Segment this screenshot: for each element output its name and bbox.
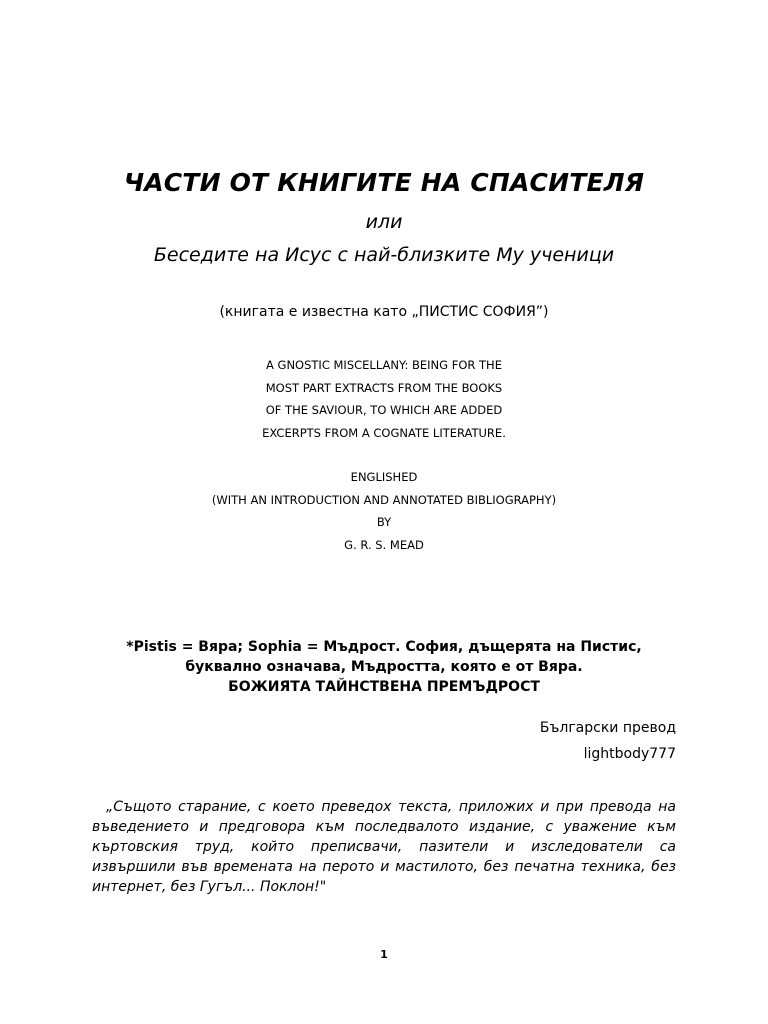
translator-quote: „Същото старание, с което преведох текста, приложих и при превода на въведението и предговора към последвалото издание, с уважение към къртовския труд, който преписвачи, пазители и изследователи са извършили във времената на перото и мастилото, без печатна техника, без интернет, без Гугъл... Поклон!" <box>92 799 676 895</box>
page-title: ЧАСТИ ОТ КНИГИТЕ НА СПАСИТЕЛЯ <box>123 168 645 197</box>
translator-name: lightbody777 <box>583 746 676 762</box>
page-subtitle: Беседите на Исус с най-близките Му ученици <box>153 244 615 266</box>
page-number: 1 <box>380 948 388 961</box>
credits-line: ENGLISHED <box>350 470 418 484</box>
known-as-note: (книгата е известна като „ПИСТИС СОФИЯ”) <box>219 304 549 320</box>
credits-line: BY <box>376 515 392 530</box>
pistis-sophia-note <box>0 637 768 697</box>
english-title-line: OF THE SAVIOUR, TO WHICH ARE ADDED <box>265 403 503 418</box>
english-title-line: EXCERPTS FROM A COGNATE LITERATURE. <box>262 425 506 440</box>
note-heading: БОЖИЯТА ТАЙНСТВЕНА ПРЕМЪДРОСТ <box>228 679 540 695</box>
credits-block <box>0 466 768 556</box>
note-line: буквално означава, Мъдростта, която е от Вяра. <box>185 659 583 675</box>
english-title-line: MOST PART EXTRACTS FROM THE BOOKS <box>265 380 503 395</box>
credits-author: G. R. S. MEAD <box>344 537 424 552</box>
english-title-block <box>0 354 768 444</box>
english-title-line: A GNOSTIC MISCELLANY: BEING FOR THE <box>266 358 502 372</box>
title-conjunction: или <box>365 211 403 233</box>
translation-label: Български превод <box>539 720 676 736</box>
credits-line: (WITH AN INTRODUCTION AND ANNOTATED BIBLIOGRAPHY) <box>211 492 557 507</box>
note-line: *Pistis = Вяра; Sophia = Мъдрост. София, дъщерята на Пистис, <box>126 639 642 655</box>
